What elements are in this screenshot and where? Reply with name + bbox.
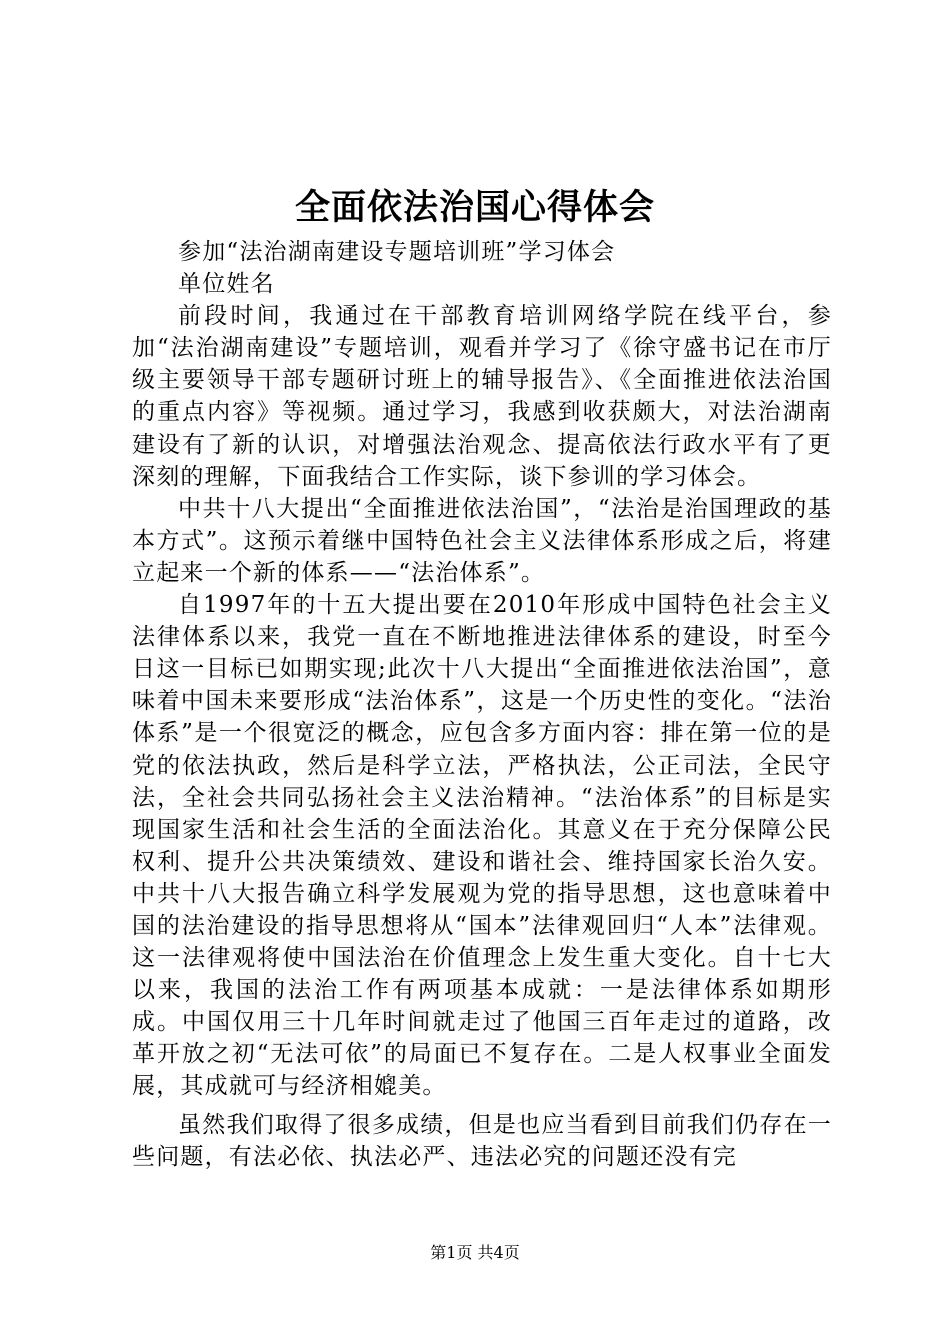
document-title: 全面依法治国心得体会 bbox=[294, 187, 655, 228]
paragraph: 中共十八大提出“全面推进依法治国”，“法治是治国理政的基本方式”。这预示着继中国特色社会主义法律体系形成之后，将建立起来一个新的体系——“法治体系”。 bbox=[132, 495, 832, 586]
paragraph: 自1997年的十五大提出要在2010年形成中国特色社会主义法律体系以来，我党一直在不断地推进法律体系的建设，时至今日这一目标已如期实现;此次十八大提出“全面推进依法治国”，意味着中国未来要形成“法治体系”，这是一个历史性的变化。“法治体系”是一个很宽泛的概念，应包含多方面内容：排在第一位的是党的依法执政，然后是科学立法，严格执法，公正司法，全民守法，全社会共同弘扬社会主义法治精神。“法治体系”的目标是实现国家生活和社会生活的全面法治化。其意义在于充分保障公民权利、提升公共决策绩效、建设和谐社会、维持国家长治久安。中共十八大报告确立科学发展观为党的指导思想，这也意味着中国的法治建设的指导思想将从“国本”法律观回归“人本”法律观。这一法律观将使中国法治在价值理念上发生重大变化。自十七大以来，我国的法治工作有两项基本成就：一是法律体系如期形成。中国仅用三十几年时间就走过了他国三百年走过的道路，改革开放之初“无法可依”的局面已不复存在。二是人权事业全面发展，其成就可与经济相媲美。 bbox=[132, 592, 832, 1100]
author-line: 单位姓名 bbox=[178, 271, 275, 298]
document-body bbox=[132, 236, 832, 1173]
paragraph: 前段时间，我通过在干部教育培训网络学院在线平台，参加“法治湖南建设”专题培训，观看并学习了《徐守盛书记在市厅级主要领导干部专题研讨班上的辅导报告》、《全面推进依法治国的重点内容》等视频。通过学习，我感到收获颇大，对法治湖南建设有了新的认识，对增强法治观念、提高依法行政水平有了更深刻的理解，下面我结合工作实际，谈下参训的学习体会。 bbox=[132, 303, 832, 490]
page-footer: 第1页 共4页 bbox=[430, 1243, 520, 1262]
paragraph: 虽然我们取得了很多成绩，但是也应当看到目前我们仍存在一些问题，有法必依、执法必严、违法必究的问题还没有完 bbox=[132, 1111, 832, 1170]
document-subtitle: 参加“法治湖南建设专题培训班”学习体会 bbox=[178, 239, 616, 265]
